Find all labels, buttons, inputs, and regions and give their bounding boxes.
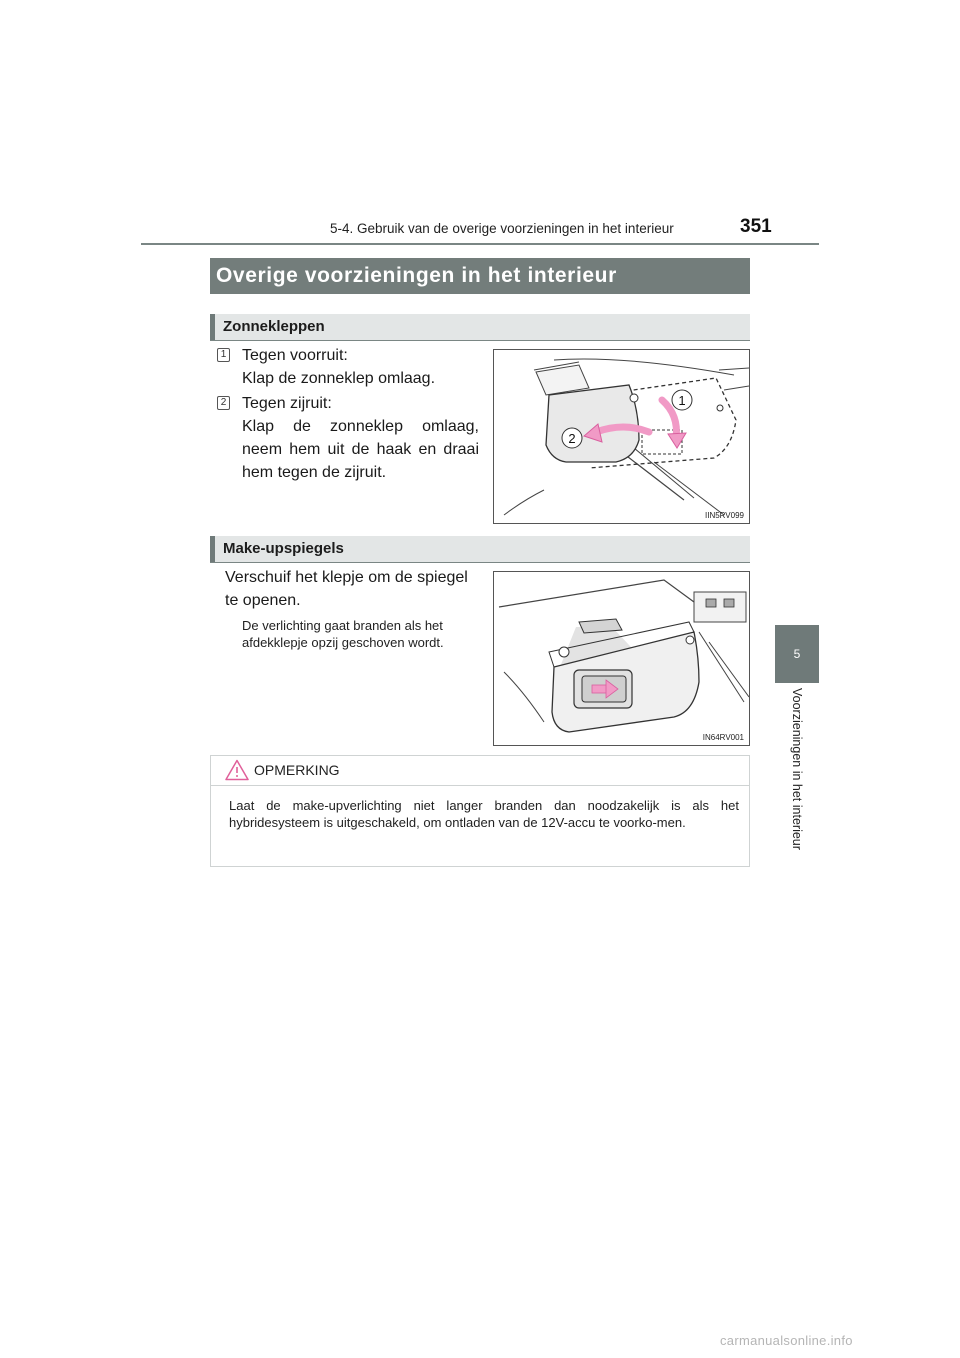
watermark: carmanualsonline.info — [720, 1333, 853, 1348]
page-title: Overige voorzieningen in het interieur — [210, 258, 750, 294]
callout-2: 2 — [568, 431, 576, 446]
warning-triangle-icon — [225, 759, 249, 781]
step-2-text: Klap de zonneklep omlaag, neem hem uit de haak en draai hem tegen de zijruit. — [242, 418, 479, 481]
header-rule — [141, 243, 819, 245]
step-1-title: Tegen voorruit: — [242, 347, 348, 364]
chapter-tab[interactable] — [775, 625, 819, 683]
mirror-instruction: Verschuif het klepje om de spiegel te openen. — [225, 569, 468, 609]
vanity-mirror-illustration — [493, 571, 750, 746]
subsection-marker — [210, 314, 215, 340]
step-2 — [242, 392, 479, 484]
notice-text: Laat de make-upverlichting niet langer branden dan noodzakelijk is als het hybridesysteem is uitgeschakeld, om ontladen van de 12V-accu te voorko-men. — [229, 798, 739, 830]
vanity-mirror-drawing — [494, 572, 749, 745]
notice-header — [211, 756, 749, 786]
step-1 — [242, 344, 477, 390]
step-1-text: Klap de zonneklep omlaag. — [242, 370, 436, 387]
running-header-section: 5-4. Gebruik van de overige voorzieningen in het interieur — [330, 221, 674, 236]
subsection-sun-visors — [210, 314, 750, 341]
sun-visor-drawing — [494, 350, 749, 523]
chapter-number: 5 — [793, 647, 801, 661]
subsection-title: Make-upspiegels — [223, 540, 344, 557]
step-badge-2: 2 — [217, 396, 230, 410]
subsection-title: Zonnekleppen — [223, 318, 325, 335]
step-badge-1: 1 — [217, 348, 230, 362]
subsection-vanity-mirrors — [210, 536, 750, 563]
notice-box — [210, 755, 750, 867]
figure-code: IN64RV001 — [702, 733, 744, 742]
step-2-title: Tegen zijruit: — [242, 395, 332, 412]
callout-1: 1 — [678, 393, 686, 408]
mirror-note: De verlichting gaat branden als het afdekklepje opzij geschoven wordt. — [242, 618, 444, 650]
chapter-side-label: Voorzieningen in het interieur — [790, 688, 804, 850]
notice-title: OPMERKING — [254, 762, 340, 778]
figure-code: IIN5RV099 — [705, 511, 744, 520]
subsection-marker — [210, 536, 215, 562]
sun-visor-illustration — [493, 349, 750, 524]
page-number: 351 — [740, 216, 772, 237]
